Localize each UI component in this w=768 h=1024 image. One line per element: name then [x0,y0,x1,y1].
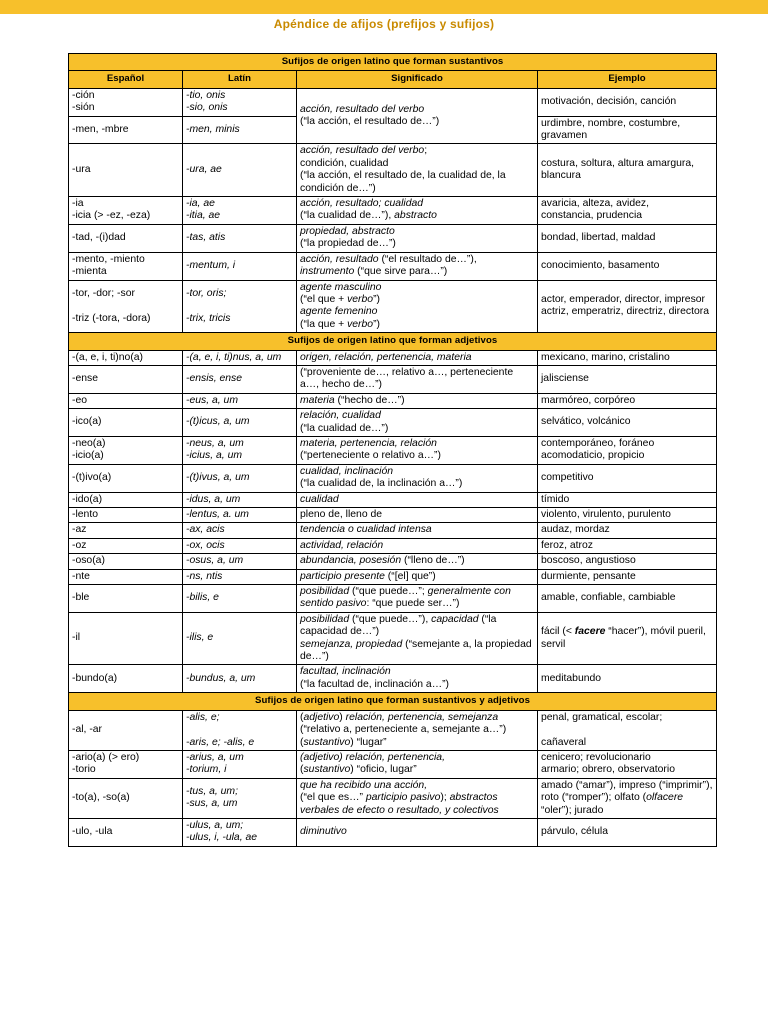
spanish-suffix: -mento, -miento -mienta [69,252,183,280]
spanish-suffix: -ense [69,365,183,393]
table-row [69,350,717,365]
example: competitivo [538,464,717,492]
meaning: actividad, relación [297,538,538,553]
latin-suffix: -ox, ocis [183,538,297,553]
table-row [69,88,717,116]
section-title: Sufijos de origen latino que forman sustantivos y adjetivos [69,693,717,710]
latin-suffix: -ura, ae [183,144,297,197]
table-row [69,436,717,464]
column-headers [69,71,717,88]
latin-suffix: -men, minis [183,116,297,144]
latin-suffix: -idus, a, um [183,492,297,507]
example: selvático, volcánico [538,409,717,437]
table-row [69,197,717,225]
meaning: diminutivo [297,818,538,846]
latin-suffix: -alis, e; -aris, e; -alis, e [183,710,297,750]
header-ejemplo: Ejemplo [538,71,717,88]
section-header-sustantivos [69,54,717,71]
meaning: cualidad, inclinación (“la cualidad de, la inclinación a…”) [297,464,538,492]
latin-suffix: -ensis, ense [183,365,297,393]
spanish-suffix: -men, -mbre [69,116,183,144]
spanish-suffix: -ido(a) [69,492,183,507]
meaning: agente masculino (“el que + verbo”) agente femenino (“la que + verbo”) [297,280,538,333]
spanish-suffix: -ico(a) [69,409,183,437]
latin-suffix: -mentum, i [183,252,297,280]
latin-suffix: -ulus, a, um; -ulus, i, -ula, ae [183,818,297,846]
table-row [69,523,717,538]
example: violento, virulento, purulento [538,508,717,523]
header-latin: Latín [183,71,297,88]
spanish-suffix: -al, -ar [69,710,183,750]
table-row [69,538,717,553]
spanish-suffix: -ario(a) (> ero) -torio [69,750,183,778]
spanish-suffix: -neo(a) -icio(a) [69,436,183,464]
spanish-suffix: -bundo(a) [69,665,183,693]
spanish-suffix: -ia -icia (> -ez, -eza) [69,197,183,225]
spanish-suffix: -tad, -(i)dad [69,224,183,252]
table-row [69,778,717,818]
spanish-suffix: -lento [69,508,183,523]
meaning: tendencia o cualidad intensa [297,523,538,538]
latin-suffix: -arius, a, um -torium, i [183,750,297,778]
example: feroz, atroz [538,538,717,553]
spanish-suffix: -tor, -dor; -sor -triz (-tora, -dora) [69,280,183,333]
section-title: Sufijos de origen latino que forman adjetivos [69,333,717,350]
meaning: (“proveniente de…, relativo a…, perteneciente a…, hecho de…”) [297,365,538,393]
example: párvulo, célula [538,818,717,846]
latin-suffix: -tor, oris; -trix, tricis [183,280,297,333]
table-row [69,393,717,408]
meaning: acción, resultado del verbo (“la acción, el resultado de…”) [297,88,538,144]
example: motivación, decisión, canción [538,88,717,116]
latin-suffix: -eus, a, um [183,393,297,408]
example: actor, emperador, director, impresor actriz, emperatriz, directriz, directora [538,280,717,333]
spanish-suffix: -ura [69,144,183,197]
latin-suffix: -ilis, e [183,612,297,665]
meaning: participio presente (“[el] que”) [297,569,538,584]
table-row [69,665,717,693]
spanish-suffix: -nte [69,569,183,584]
example: conocimiento, basamento [538,252,717,280]
example: costura, soltura, altura amargura, blancura [538,144,717,197]
table-row [69,224,717,252]
table-row [69,464,717,492]
example: avaricia, alteza, avidez, constancia, prudencia [538,197,717,225]
meaning: materia (“hecho de…”) [297,393,538,408]
latin-suffix: -tas, atis [183,224,297,252]
example: durmiente, pensante [538,569,717,584]
table-row [69,409,717,437]
table-row [69,585,717,613]
spanish-suffix: -(t)ivo(a) [69,464,183,492]
example: urdimbre, nombre, costumbre, gravamen [538,116,717,144]
example: boscoso, angustioso [538,554,717,569]
spanish-suffix: -ulo, -ula [69,818,183,846]
meaning: acción, resultado del verbo; condición, cualidad (“la acción, el resultado de, la cualidad de, la condición de…”) [297,144,538,197]
meaning: pleno de, lleno de [297,508,538,523]
meaning: origen, relación, pertenencia, materia [297,350,538,365]
meaning: posibilidad (“que puede…”; generalmente con sentido pasivo: “que puede ser…”) [297,585,538,613]
table-row [69,818,717,846]
table-row [69,612,717,665]
meaning: acción, resultado; cualidad (“la cualidad de…”), abstracto [297,197,538,225]
example: bondad, libertad, maldad [538,224,717,252]
latin-suffix: -tus, a, um; -sus, a, um [183,778,297,818]
latin-suffix: -ns, ntis [183,569,297,584]
latin-suffix: -neus, a, um -icius, a, um [183,436,297,464]
example: cenicero; revolucionario armario; obrero, observatorio [538,750,717,778]
header-espanol: Español [69,71,183,88]
latin-suffix: -(t)icus, a, um [183,409,297,437]
table-row [69,492,717,507]
example: mexicano, marino, cristalino [538,350,717,365]
latin-suffix: -(a, e, i, ti)nus, a, um [183,350,297,365]
table-row [69,569,717,584]
example: audaz, mordaz [538,523,717,538]
spanish-suffix: -eo [69,393,183,408]
example: marmóreo, corpóreo [538,393,717,408]
table-row [69,252,717,280]
example: amable, confiable, cambiable [538,585,717,613]
latin-suffix: -(t)ivus, a, um [183,464,297,492]
table-row [69,750,717,778]
table-row [69,508,717,523]
top-accent-band [0,0,768,14]
meaning: abundancia, posesión (“lleno de…”) [297,554,538,569]
latin-suffix: -lentus, a. um [183,508,297,523]
header-significado: Significado [297,71,538,88]
meaning: cualidad [297,492,538,507]
spanish-suffix: -ble [69,585,183,613]
table-row [69,144,717,197]
example: fácil (< facere “hacer”), móvil pueril, servil [538,612,717,665]
latin-suffix: -tio, onis -sio, onis [183,88,297,116]
meaning: propiedad, abstracto (“la propiedad de…”) [297,224,538,252]
spanish-suffix: -(a, e, i, ti)no(a) [69,350,183,365]
spanish-suffix: -to(a), -so(a) [69,778,183,818]
meaning: facultad, inclinación (“la facultad de, inclinación a…”) [297,665,538,693]
spanish-suffix: -il [69,612,183,665]
example: amado (“amar”), impreso (“imprimir”), roto (“romper”); olfato (olfacere “oler”); jurado [538,778,717,818]
page-title: Apéndice de afijos (prefijos y sufijos) [273,17,495,31]
meaning: acción, resultado (“el resultado de…”), instrumento (“que sirve para…”) [297,252,538,280]
section-title: Sufijos de origen latino que forman sustantivos [69,54,717,71]
spanish-suffix: -oz [69,538,183,553]
example: tímido [538,492,717,507]
table-row [69,710,717,750]
example: penal, gramatical, escolar; cañaveral [538,710,717,750]
affixes-table [68,53,717,847]
latin-suffix: -ia, ae -itia, ae [183,197,297,225]
example: jalisciense [538,365,717,393]
spanish-suffix: -ción -sión [69,88,183,116]
table-row [69,554,717,569]
meaning: materia, pertenencia, relación (“perteneciente o relativo a…”) [297,436,538,464]
table-row [69,280,717,333]
meaning: que ha recibido una acción, (“el que es…” participio pasivo); abstractos verbales de efecto o resultado, y colectivos [297,778,538,818]
latin-suffix: -bundus, a, um [183,665,297,693]
example: contemporáneo, foráneo acomodaticio, propicio [538,436,717,464]
meaning: (adjetivo) relación, pertenencia, (sustantivo) “oficio, lugar” [297,750,538,778]
spanish-suffix: -oso(a) [69,554,183,569]
meaning: (adjetivo) relación, pertenencia, semejanza (“relativo a, perteneciente a, semejante a…”) (sustantivo) “lugar” [297,710,538,750]
latin-suffix: -osus, a, um [183,554,297,569]
latin-suffix: -bilis, e [183,585,297,613]
meaning: relación, cualidad (“la cualidad de…”) [297,409,538,437]
section-header-sustantivos-adjetivos [69,693,717,710]
table-row [69,365,717,393]
section-header-adjetivos [69,333,717,350]
latin-suffix: -ax, acis [183,523,297,538]
spanish-suffix: -az [69,523,183,538]
example: meditabundo [538,665,717,693]
meaning: posibilidad (“que puede…”), capacidad (“la capacidad de…”) semejanza, propiedad (“semejante a, la propiedad de…”) [297,612,538,665]
